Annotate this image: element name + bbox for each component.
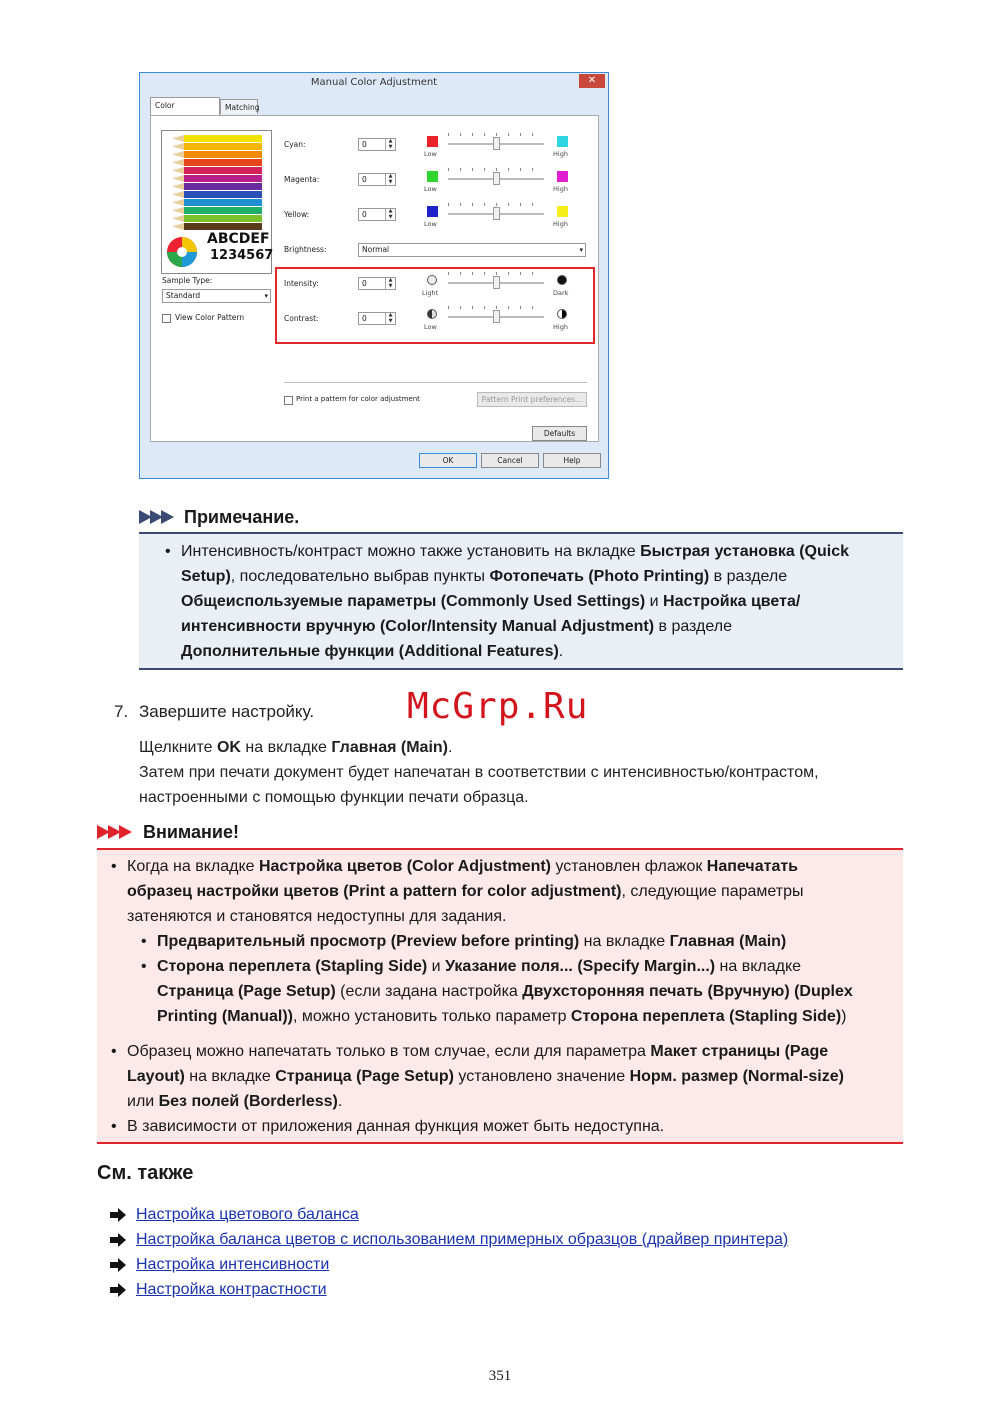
- sample-type-label: Sample Type:: [162, 276, 213, 285]
- manual-color-adjustment-dialog: [139, 72, 609, 479]
- print-pattern-label: Print a pattern for color adjustment: [296, 395, 420, 403]
- see-also-link-4[interactable]: Настройка контрастности: [136, 1281, 327, 1298]
- spin-arrows-icon[interactable]: ▲ ▼: [385, 139, 395, 150]
- cyan-slider[interactable]: [448, 136, 544, 152]
- preview-text-letters: ABCDEF: [207, 231, 270, 247]
- arrow-right-icon: [110, 1208, 126, 1222]
- color-adjustment-panel: [150, 115, 599, 442]
- step-body: Щелкните OK на вкладке Главная (Main). Затем при печати документ будет напечатан в соответствии с интенсивностью/контрастом, настроенными с помощью функции печати образца.: [139, 739, 819, 806]
- yellow-high-swatch: [557, 206, 568, 217]
- magenta-spinbox[interactable]: [358, 173, 396, 186]
- yellow-slider[interactable]: [448, 206, 544, 222]
- sample-type-value: Standard: [166, 291, 201, 300]
- high-contrast-icon: [557, 309, 567, 319]
- warning-item-3: • В зависимости от приложения данная функция может быть недоступна.: [127, 1114, 897, 1139]
- cyan-low-label: Low: [424, 150, 437, 158]
- magenta-slider-thumb[interactable]: [493, 172, 500, 185]
- note-item: • Интенсивность/контраст можно также установить на вкладке Быстрая установка (Quick Setup), последовательно выбрав пункты Фотопечать (Photo Printing) в разделе Общеиспользуемые параметры (Commonly Used Settings) и Настройка цвета/ интенсивности вручную (Color/Intensity Manual Adjustment) в разделе Дополнительные функции (Additional Features).: [181, 539, 881, 664]
- step-number: 7.: [114, 702, 129, 721]
- contrast-slider-thumb[interactable]: [493, 310, 500, 323]
- magenta-label: Magenta:: [284, 175, 320, 184]
- yellow-value: 0: [362, 210, 367, 219]
- cyan-low-swatch: [427, 136, 438, 147]
- cyan-slider-thumb[interactable]: [493, 137, 500, 150]
- chevron-down-icon: ▾: [264, 292, 268, 300]
- ok-button[interactable]: OK: [419, 453, 477, 468]
- spin-arrows-icon[interactable]: ▲ ▼: [385, 313, 395, 324]
- brightness-select[interactable]: [358, 243, 586, 257]
- view-color-pattern-label: View Color Pattern: [175, 313, 245, 322]
- brightness-value: Normal: [362, 245, 390, 254]
- contrast-value: 0: [362, 314, 367, 323]
- contrast-high-label: High: [553, 323, 568, 331]
- tab-color-adjustment[interactable]: Color: [150, 97, 220, 115]
- note-chevrons-icon: [139, 510, 172, 524]
- note-title: Примечание.: [184, 507, 300, 527]
- preview-text-digits: 1234567: [210, 248, 274, 263]
- warning-subitem-1: • Предварительный просмотр (Preview before printing) на вкладке Главная (Main): [157, 929, 897, 954]
- intensity-label: Intensity:: [284, 279, 319, 288]
- tab-matching[interactable]: Matching: [220, 99, 258, 114]
- view-color-pattern-checkbox[interactable]: [162, 314, 171, 323]
- warning-title: Внимание!: [143, 822, 239, 842]
- defaults-button[interactable]: Defaults: [532, 426, 587, 441]
- contrast-spinbox[interactable]: [358, 312, 396, 325]
- intensity-high-label: Dark: [553, 289, 569, 297]
- warning-subitem-2: • Сторона переплета (Stapling Side) и Указание поля... (Specify Margin...) на вкладке Страница (Page Setup) (если задана настройка Двухсторонняя печать (Вручную) (Duplex Printing (Manual)), можно установить только параметр Сторона переплета (Stapling Side)): [157, 954, 897, 1029]
- cyan-value: 0: [362, 140, 367, 149]
- see-also-link-2[interactable]: Настройка баланса цветов с использованием примерных образцов (драйвер принтера): [136, 1231, 789, 1248]
- dialog-titlebar: [140, 73, 608, 93]
- yellow-low-label: Low: [424, 220, 437, 228]
- yellow-label: Yellow:: [284, 210, 310, 219]
- magenta-low-label: Low: [424, 185, 437, 193]
- cyan-high-label: High: [553, 150, 568, 158]
- contrast-label: Contrast:: [284, 314, 319, 323]
- step-title: Завершите настройку.: [139, 702, 315, 721]
- low-contrast-icon: [427, 309, 437, 319]
- intensity-slider-thumb[interactable]: [493, 276, 500, 289]
- spin-arrows-icon[interactable]: ▲ ▼: [385, 174, 395, 185]
- yellow-slider-thumb[interactable]: [493, 207, 500, 220]
- help-button[interactable]: Help: [543, 453, 601, 468]
- warning-item-1: • Когда на вкладке Настройка цветов (Color Adjustment) установлен флажок Напечатать образец настройки цветов (Print a pattern for color adjustment), следующие параметры затеняются и становятся недоступны для задания.: [127, 854, 897, 929]
- magenta-high-swatch: [557, 171, 568, 182]
- spin-arrows-icon[interactable]: ▲ ▼: [385, 278, 395, 289]
- chevron-down-icon: ▾: [579, 246, 583, 254]
- see-also-link-1[interactable]: Настройка цветового баланса: [136, 1206, 359, 1223]
- warning-item-2: • Образец можно напечатать только в том случае, если для параметра Макет страницы (Page Layout) на вкладке Страница (Page Setup) установлено значение Норм. размер (Normal-size) или Без полей (Borderless).: [127, 1039, 897, 1114]
- magenta-high-label: High: [553, 185, 568, 193]
- intensity-low-label: Light: [422, 289, 439, 297]
- cancel-button[interactable]: Cancel: [481, 453, 539, 468]
- dark-circle-icon: [557, 275, 567, 285]
- cyan-high-swatch: [557, 136, 568, 147]
- watermark: McGrp.Ru: [407, 686, 589, 727]
- note-bottom-rule: [139, 668, 903, 670]
- magenta-low-swatch: [427, 171, 438, 182]
- spin-arrows-icon[interactable]: ▲ ▼: [385, 209, 395, 220]
- preview-image: [161, 130, 272, 274]
- separator: [284, 382, 587, 383]
- page-number: 351: [488, 1368, 512, 1384]
- close-button[interactable]: ✕: [579, 74, 605, 88]
- cyan-spinbox[interactable]: [358, 138, 396, 151]
- yellow-high-label: High: [553, 220, 568, 228]
- cyan-label: Cyan:: [284, 140, 306, 149]
- light-circle-icon: [427, 275, 437, 285]
- yellow-low-swatch: [427, 206, 438, 217]
- intensity-value: 0: [362, 279, 367, 288]
- contrast-slider[interactable]: [448, 309, 544, 325]
- sample-type-select[interactable]: [162, 289, 271, 303]
- print-pattern-checkbox[interactable]: [284, 396, 293, 405]
- intensity-spinbox[interactable]: [358, 277, 396, 290]
- intensity-slider[interactable]: [448, 275, 544, 291]
- contrast-low-label: Low: [424, 323, 437, 331]
- see-also-link-3[interactable]: Настройка интенсивности: [136, 1256, 330, 1273]
- magenta-value: 0: [362, 175, 367, 184]
- see-also-title: См. также: [97, 1162, 194, 1184]
- arrow-right-icon: [110, 1283, 126, 1297]
- yellow-spinbox[interactable]: [358, 208, 396, 221]
- pattern-print-preferences-button[interactable]: Pattern Print preferences...: [477, 392, 587, 407]
- warning-chevrons-icon: [97, 825, 130, 839]
- dialog-title: Manual Color Adjustment: [310, 77, 438, 88]
- magenta-slider[interactable]: [448, 171, 544, 187]
- arrow-right-icon: [110, 1233, 126, 1247]
- arrow-right-icon: [110, 1258, 126, 1272]
- brightness-label: Brightness:: [284, 245, 327, 254]
